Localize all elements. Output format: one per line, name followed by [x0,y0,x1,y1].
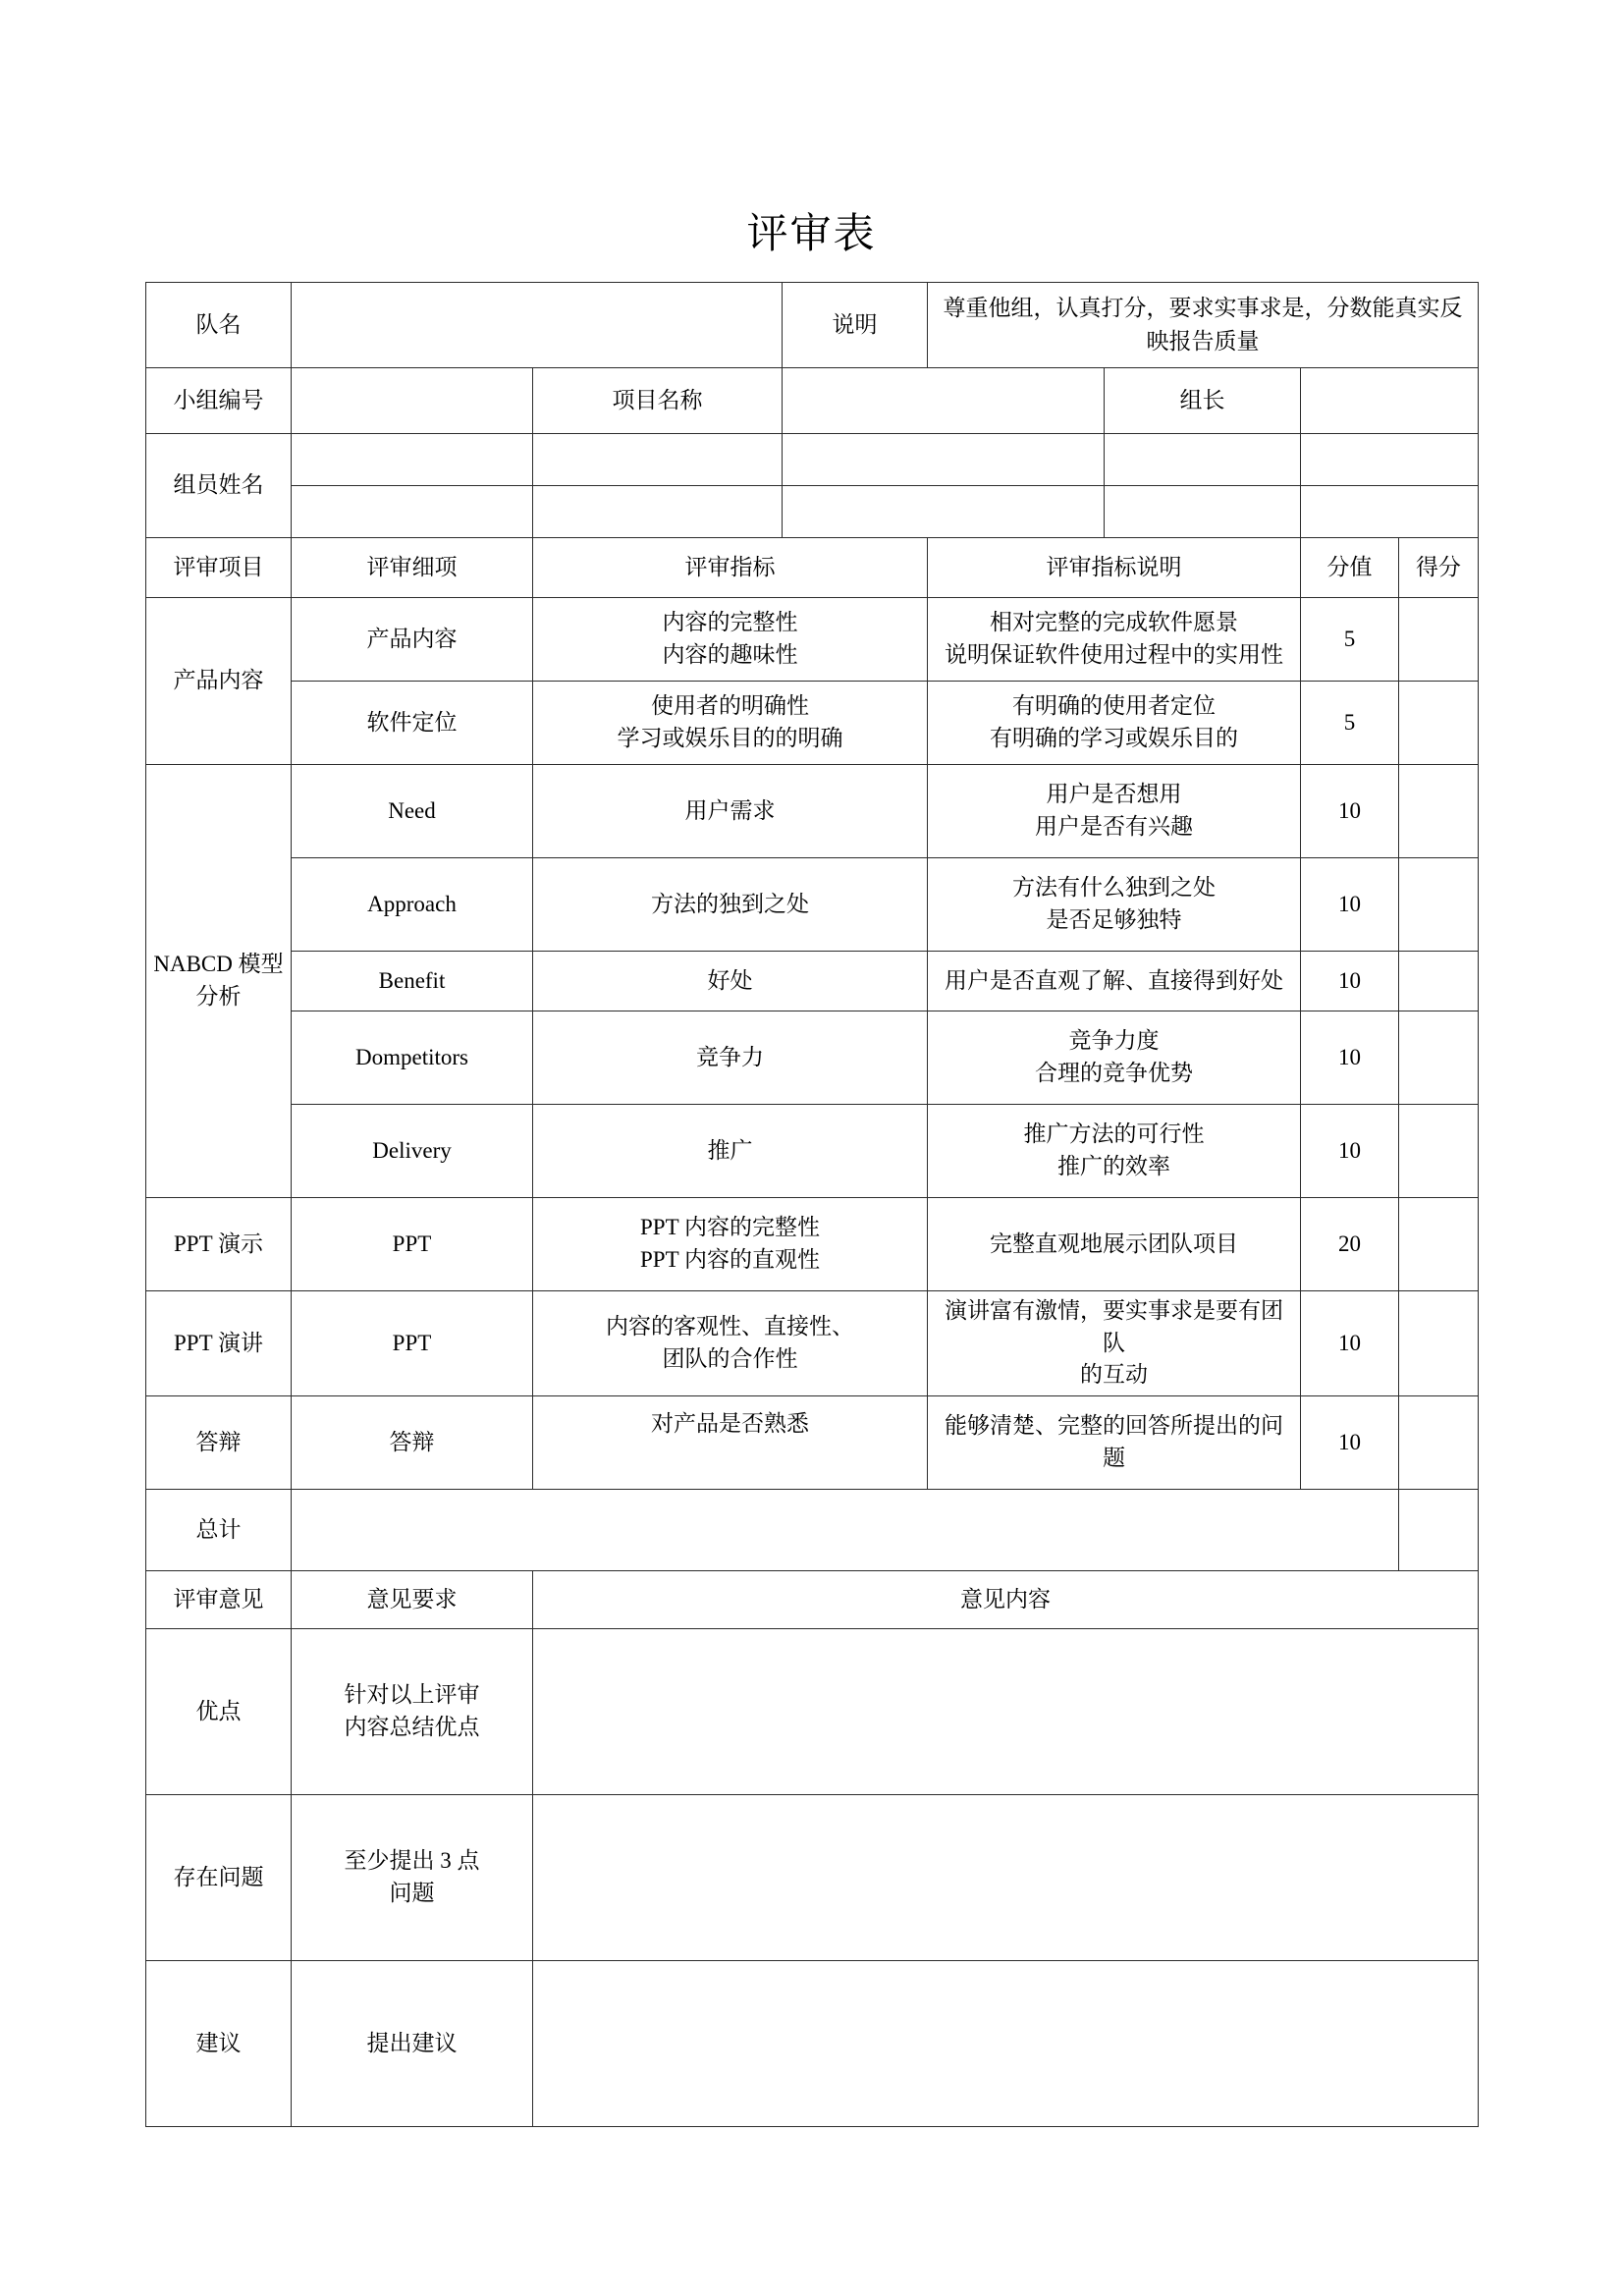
opinion-requirement-merits: 针对以上评审 内容总结优点 [292,1628,533,1794]
desc-approach: 方法有什么独到之处 是否足够独特 [928,858,1301,952]
opinion-content-merits[interactable] [533,1628,1479,1794]
indicator-need: 用户需求 [533,765,928,858]
member-value-1[interactable] [292,434,533,486]
member-value-5[interactable] [1301,434,1479,486]
points-ppt-demo: 20 [1301,1198,1399,1291]
points-defense: 10 [1301,1395,1399,1489]
got-delivery[interactable] [1399,1105,1479,1198]
review-form-table-wrapper [145,282,1478,2127]
subitem-product-content: 产品内容 [292,598,533,682]
desc-software-positioning: 有明确的使用者定位 有明确的学习或娱乐目的 [928,682,1301,765]
desc-ppt-demo: 完整直观地展示团队项目 [928,1198,1301,1291]
total-label: 总计 [146,1489,292,1570]
got-competitors[interactable] [1399,1011,1479,1105]
header-score-value: 分值 [1301,538,1399,598]
got-ppt-speech[interactable] [1399,1291,1479,1396]
table-row-product-content-1 [146,598,1479,682]
subitem-ppt-speech: PPT [292,1291,533,1396]
table-row-opinion-merits [146,1628,1479,1794]
opinion-item-merits: 优点 [146,1628,292,1794]
header-indicator: 评审指标 [533,538,928,598]
desc-delivery: 推广方法的可行性 推广的效率 [928,1105,1301,1198]
members-label: 组员姓名 [146,434,292,538]
project-name-value[interactable] [783,368,1105,434]
subitem-defense: 答辩 [292,1395,533,1489]
indicator-benefit: 好处 [533,952,928,1011]
section-label-product-content: 产品内容 [146,598,292,765]
table-row-team-name [146,283,1479,368]
desc-benefit: 用户是否直观了解、直接得到好处 [928,952,1301,1011]
points-need: 10 [1301,765,1399,858]
member-value-3[interactable] [783,434,1105,486]
opinion-header-content: 意见内容 [533,1570,1479,1628]
indicator-ppt-speech: 内容的客观性、直接性、 团队的合作性 [533,1291,928,1396]
project-name-label: 项目名称 [533,368,783,434]
desc-competitors: 竞争力度 合理的竞争优势 [928,1011,1301,1105]
table-row-nabcd-competitors [146,1011,1479,1105]
opinion-requirement-suggestions: 提出建议 [292,1960,533,2126]
table-row-opinion-header [146,1570,1479,1628]
team-name-value[interactable] [292,283,783,368]
leader-label: 组长 [1105,368,1301,434]
subitem-ppt-demo: PPT [292,1198,533,1291]
opinion-header-requirement: 意见要求 [292,1570,533,1628]
table-row-ppt-speech [146,1291,1479,1396]
indicator-ppt-demo: PPT 内容的完整性 PPT 内容的直观性 [533,1198,928,1291]
table-row-nabcd-approach [146,858,1479,952]
member-value-6[interactable] [292,486,533,538]
section-label-ppt-speech: PPT 演讲 [146,1291,292,1396]
table-row-nabcd-benefit [146,952,1479,1011]
table-row-opinion-suggestions [146,1960,1479,2126]
desc-defense: 能够清楚、完整的回答所提出的问题 [928,1395,1301,1489]
got-defense[interactable] [1399,1395,1479,1489]
opinion-content-suggestions[interactable] [533,1960,1479,2126]
page-title: 评审表 [746,212,877,257]
section-label-defense: 答辩 [146,1395,292,1489]
subitem-need: Need [292,765,533,858]
opinion-item-suggestions: 建议 [146,1960,292,2126]
member-value-2[interactable] [533,434,783,486]
points-product-content: 5 [1301,598,1399,682]
points-benefit: 10 [1301,952,1399,1011]
points-approach: 10 [1301,858,1399,952]
points-delivery: 10 [1301,1105,1399,1198]
opinion-header-item: 评审意见 [146,1570,292,1628]
group-no-value[interactable] [292,368,533,434]
table-row-ppt-demo [146,1198,1479,1291]
member-value-7[interactable] [533,486,783,538]
table-row-defense [146,1395,1479,1489]
indicator-defense: 对产品是否熟悉 [533,1395,928,1489]
got-software-positioning[interactable] [1399,682,1479,765]
got-ppt-demo[interactable] [1399,1198,1479,1291]
points-competitors: 10 [1301,1011,1399,1105]
got-approach[interactable] [1399,858,1479,952]
got-benefit[interactable] [1399,952,1479,1011]
opinion-item-problems: 存在问题 [146,1794,292,1960]
subitem-delivery: Delivery [292,1105,533,1198]
member-value-9[interactable] [1105,486,1301,538]
desc-product-content: 相对完整的完成软件愿景 说明保证软件使用过程中的实用性 [928,598,1301,682]
points-software-positioning: 5 [1301,682,1399,765]
header-indicator-desc: 评审指标说明 [928,538,1301,598]
header-score-got: 得分 [1399,538,1479,598]
indicator-software-positioning: 使用者的明确性 学习或娱乐目的的明确 [533,682,928,765]
note-value: 尊重他组，认真打分，要求实事求是，分数能真实反映报告质量 [928,283,1479,368]
section-label-ppt-demo: PPT 演示 [146,1198,292,1291]
header-subitem: 评审细项 [292,538,533,598]
table-row-total [146,1489,1479,1570]
indicator-product-content: 内容的完整性 内容的趣味性 [533,598,928,682]
section-label-nabcd: NABCD 模型分析 [146,765,292,1198]
review-form-table [145,282,1479,2127]
header-item: 评审项目 [146,538,292,598]
total-value[interactable] [292,1489,1399,1570]
table-header-row [146,538,1479,598]
got-need[interactable] [1399,765,1479,858]
table-row-group-no [146,368,1479,434]
note-label: 说明 [783,283,928,368]
indicator-approach: 方法的独到之处 [533,858,928,952]
table-row-members-2 [146,486,1479,538]
group-no-label: 小组编号 [146,368,292,434]
table-row-nabcd-delivery [146,1105,1479,1198]
table-row-product-positioning [146,682,1479,765]
member-value-10[interactable] [1301,486,1479,538]
member-value-4[interactable] [1105,434,1301,486]
subitem-approach: Approach [292,858,533,952]
desc-ppt-speech: 演讲富有激情，要实事求是要有团队 的互动 [928,1291,1301,1396]
desc-need: 用户是否想用 用户是否有兴趣 [928,765,1301,858]
leader-value[interactable] [1301,368,1479,434]
indicator-delivery: 推广 [533,1105,928,1198]
member-value-8[interactable] [783,486,1105,538]
table-row-opinion-problems [146,1794,1479,1960]
team-name-label: 队名 [146,283,292,368]
subitem-benefit: Benefit [292,952,533,1011]
subitem-competitors: Dompetitors [292,1011,533,1105]
total-got[interactable] [1399,1489,1479,1570]
table-row-nabcd-need [146,765,1479,858]
table-row-members-1 [146,434,1479,486]
opinion-content-problems[interactable] [533,1794,1479,1960]
points-ppt-speech: 10 [1301,1291,1399,1396]
got-product-content[interactable] [1399,598,1479,682]
opinion-requirement-problems: 至少提出 3 点 问题 [292,1794,533,1960]
indicator-competitors: 竞争力 [533,1011,928,1105]
subitem-software-positioning: 软件定位 [292,682,533,765]
